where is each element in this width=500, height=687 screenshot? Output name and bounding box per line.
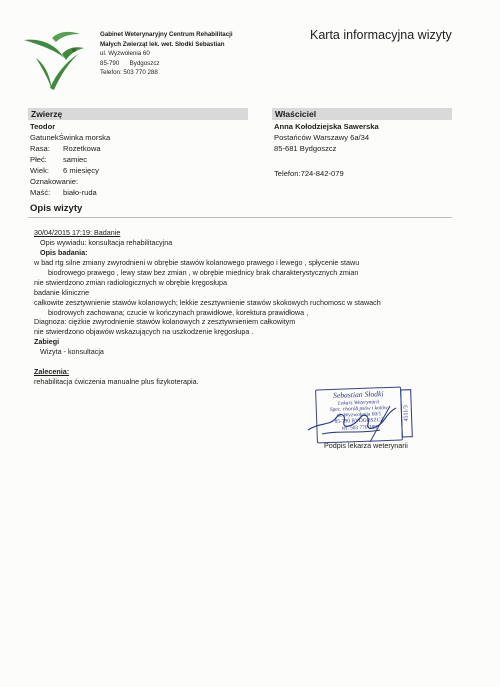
- stamp-line: Lekarz Weterynarii: [337, 399, 380, 407]
- recommendations-header: Zalecenia:: [34, 367, 70, 377]
- owner-details: [274, 121, 379, 179]
- animal-field-color: [30, 187, 110, 198]
- stamp-code: 4511/3: [402, 405, 410, 422]
- field-label: Oznakowanie:: [30, 177, 79, 186]
- owner-address-line1: Postańców Warszawy 6a/34: [274, 133, 370, 142]
- stamp-line: ul. Wyzwolenia 60/1: [336, 411, 382, 419]
- visit-section-title: Opis wizyty: [30, 203, 83, 214]
- clinic-street: ul. Wyzwolenia 60: [100, 50, 150, 58]
- exam-line: całkowite zesztywnienie stawów kolanowych; lekkie zesztywnienie stawów skokowych ruchomosc w stawach: [34, 297, 381, 307]
- owner-name: Anna Kołodziejska Sawerska: [274, 122, 379, 131]
- field-label: Wiek:: [30, 166, 49, 175]
- animal-field-sex: [30, 154, 110, 165]
- owner-phone: Telefon:724-842-079: [274, 169, 344, 178]
- handwritten-signature-icon: [300, 400, 410, 446]
- clinic-name-line1: Gabinet Weterynaryjny Centrum Rehabilitacji: [100, 31, 233, 38]
- procedures-header: Zabiegi: [34, 337, 60, 347]
- field-value: 6 miesięcy: [63, 166, 99, 175]
- stamp-name: Sebastian Słodki: [332, 389, 384, 400]
- visit-date-line: 30/04/2015 17:19: Badanie: [34, 228, 121, 237]
- stamp-line: tel. 503 770 288: [341, 423, 378, 432]
- exam-header: Opis badania:: [40, 247, 88, 257]
- owner-header: Właściciel: [272, 108, 452, 120]
- recommendation-text: rehabilitacja ćwiczenia manualne plus fizykoterapia.: [34, 377, 199, 387]
- clinic-postal: 85-790: [100, 59, 120, 67]
- clinic-info: [100, 30, 233, 78]
- animal-details: [30, 121, 110, 198]
- animal-field-breed: [30, 143, 110, 154]
- owner-address-line2: 85-681 Bydgoszcz: [274, 144, 337, 153]
- field-label: Rasa:: [30, 144, 50, 153]
- section-divider: [28, 217, 452, 218]
- exam-line: nie stwierdzono objawów wskazujących na uszkodzenie kręgosłupa .: [34, 327, 254, 337]
- signature-label: Podpis lekarza weterynarii: [324, 441, 408, 450]
- visit-description: [34, 228, 454, 387]
- visit-interview: Opis wywiadu: konsultacja rehabilitacyjna: [40, 237, 173, 247]
- animal-species: GatunekŚwinka morska: [30, 133, 111, 142]
- animal-name: Teodor: [30, 122, 56, 131]
- stamp-line: 85-790 BYDGOSZCZ: [334, 417, 384, 426]
- field-value: biało-ruda: [63, 188, 97, 197]
- exam-line: badanie kliniczne: [34, 287, 90, 297]
- procedure-item: Wizyta - konsultacja: [40, 347, 104, 357]
- field-value: Rozetkowa: [63, 144, 101, 153]
- exam-line: biodrowych zachowana; czucie w kończynach prawidłowe, korektura prawidłowa ,: [48, 307, 309, 317]
- exam-line: nie stwierdzono zmian radiologicznych w obrębie kręgosłupa: [34, 277, 227, 287]
- exam-line: biodrowego prawego , lewy staw bez zmian , w obrębie miednicy brak charakterystycznych zmian: [48, 267, 359, 277]
- clinic-logo-icon: [22, 28, 92, 98]
- document-title: Karta informacyjna wizyty: [310, 28, 452, 42]
- field-label: Maść:: [30, 188, 51, 197]
- clinic-city: Bydgoszcz: [129, 59, 160, 67]
- clinic-phone: Telefon: 503 770 288: [100, 69, 158, 77]
- field-value: samiec: [63, 155, 88, 164]
- animal-field-age: [30, 165, 110, 176]
- animal-field-marking: [30, 176, 110, 187]
- clinic-name-line2: Małych Zwierząt lek. wet. Słodki Sebastian: [100, 40, 225, 48]
- exam-line: Diagnoza: ciężkie zwyrodnienie stawów kolanowych z zesztywnieniem całkowitym: [34, 317, 296, 327]
- animal-header: Zwierzę: [28, 108, 248, 120]
- field-label: Płeć:: [30, 155, 47, 164]
- clinic-postal-city: [100, 59, 233, 69]
- stamp-line: Spec. chorób psów i kotów: [329, 404, 388, 413]
- exam-line: w bad rtg silne zmiany zwyrodnieni w obrębie stawów kolanowego prawego i lewego , spłycenie stawu: [34, 257, 360, 267]
